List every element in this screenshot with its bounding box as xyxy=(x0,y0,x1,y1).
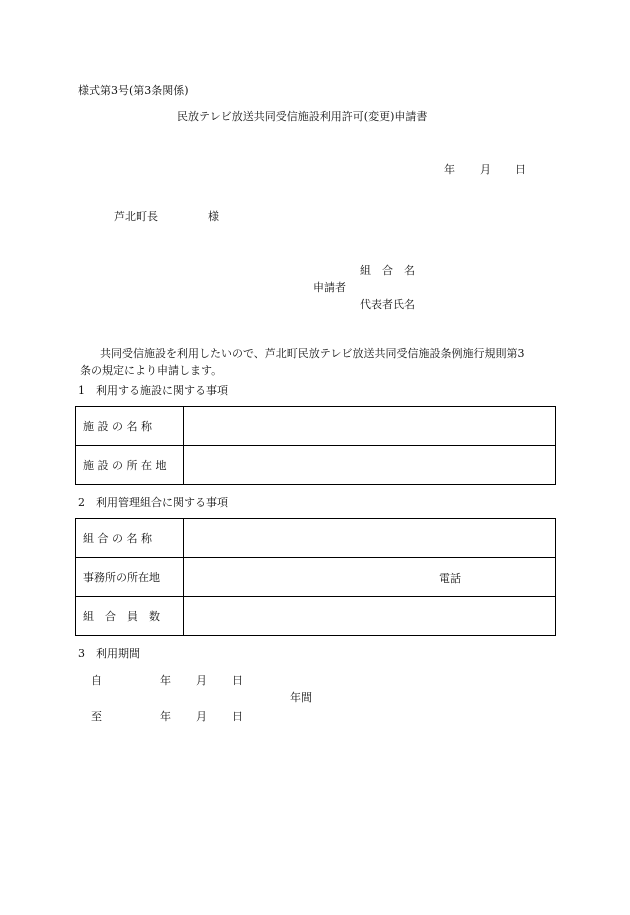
period-to-month: 月 xyxy=(196,710,207,723)
facility-name-field[interactable] xyxy=(184,407,556,446)
phone-label: 電話 xyxy=(439,572,461,585)
addressee-honorific: 様 xyxy=(208,210,219,223)
form-number: 様式第3号(第3条関係) xyxy=(78,84,189,97)
period-from-day: 日 xyxy=(232,674,243,687)
facility-table xyxy=(75,406,556,485)
table-row xyxy=(76,519,556,558)
facility-location-label: 施 設 の 所 在 地 xyxy=(76,446,184,485)
facility-location-field[interactable] xyxy=(184,446,556,485)
section3-heading: 3 利用期間 xyxy=(78,647,140,660)
section2-heading: 2 利用管理組合に関する事項 xyxy=(78,496,228,509)
period-from-year: 年 xyxy=(160,674,171,687)
period-years-label: 年間 xyxy=(290,691,312,704)
table-row xyxy=(76,597,556,636)
table-row xyxy=(76,446,556,485)
period-to-day: 日 xyxy=(232,710,243,723)
body-line-1: 共同受信施設を利用したいので、芦北町民放テレビ放送共同受信施設条例施行規則第3 xyxy=(100,347,525,360)
member-count-label: 組 合 員 数 xyxy=(76,597,184,636)
date-month-label: 月 xyxy=(480,163,491,176)
period-to-label: 至 xyxy=(91,710,102,723)
association-name-field[interactable] xyxy=(184,519,556,558)
period-from-month: 月 xyxy=(196,674,207,687)
office-location-field[interactable] xyxy=(184,558,556,597)
table-row xyxy=(76,407,556,446)
date-year-label: 年 xyxy=(444,163,455,176)
section1-heading: 1 利用する施設に関する事項 xyxy=(78,384,228,397)
association-name-label: 組 合 名 xyxy=(360,264,415,277)
association-table xyxy=(75,518,556,636)
office-location-label: 事務所の所在地 xyxy=(76,558,184,597)
table-row xyxy=(76,558,556,597)
page-title: 民放テレビ放送共同受信施設利用許可(変更)申請書 xyxy=(177,110,428,123)
member-count-field[interactable] xyxy=(184,597,556,636)
period-to-year: 年 xyxy=(160,710,171,723)
facility-name-label: 施 設 の 名 称 xyxy=(76,407,184,446)
date-day-label: 日 xyxy=(515,163,526,176)
representative-label: 代表者氏名 xyxy=(360,298,415,311)
addressee-name: 芦北町長 xyxy=(114,210,158,223)
body-paragraph xyxy=(80,345,560,379)
applicant-label: 申請者 xyxy=(313,281,346,294)
body-line-2: 条の規定により申請します。 xyxy=(80,364,223,377)
period-from-label: 自 xyxy=(91,674,102,687)
association-name-label: 組 合 の 名 称 xyxy=(76,519,184,558)
